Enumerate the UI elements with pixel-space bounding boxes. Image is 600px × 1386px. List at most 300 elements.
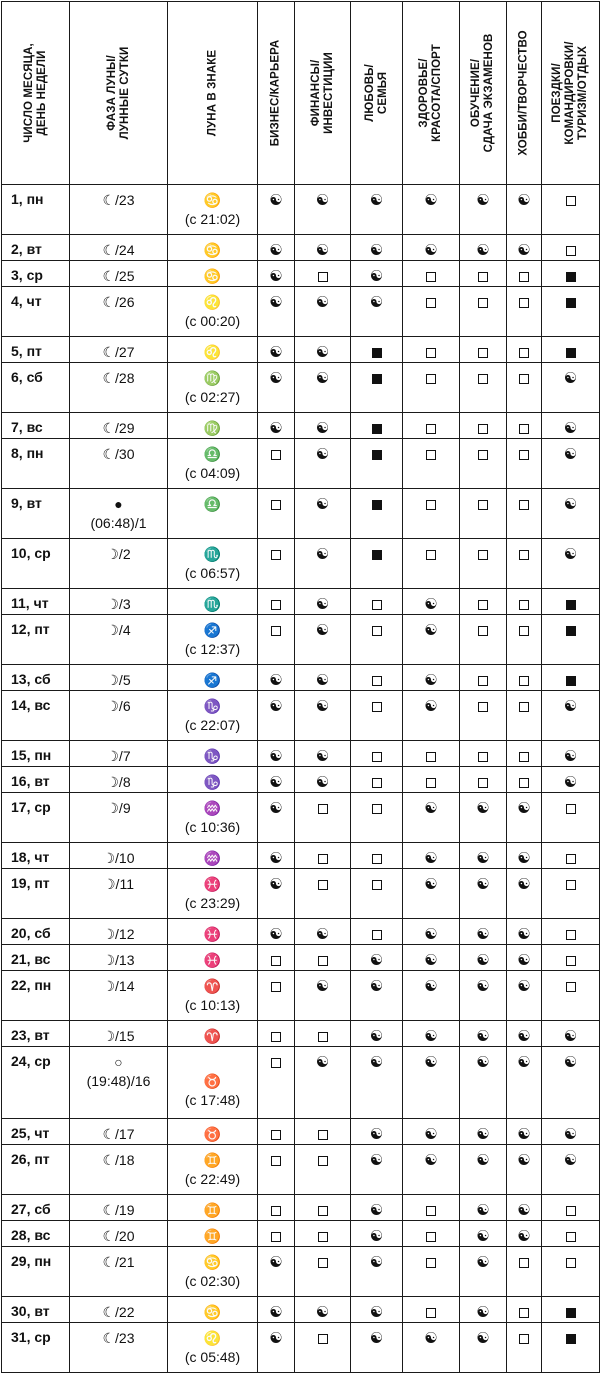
love-rating-cell — [351, 919, 403, 945]
health-rating-cell — [403, 413, 460, 439]
moon-sign-cell: ♉ — [168, 1119, 258, 1145]
empty-square-icon — [519, 500, 529, 510]
empty-square-icon — [566, 246, 576, 256]
empty-square-icon — [478, 424, 488, 434]
table-row — [2, 767, 600, 793]
health-rating-cell — [403, 235, 460, 261]
education-rating-cell — [460, 489, 507, 539]
header-finance — [295, 2, 351, 185]
yin-yang-icon: ☯ — [424, 876, 438, 894]
yin-yang-icon: ☯ — [369, 1152, 384, 1170]
love-rating-cell — [351, 261, 403, 287]
header-row — [2, 2, 600, 185]
empty-square-icon — [426, 1258, 436, 1268]
empty-square-icon — [478, 550, 488, 560]
table-row — [2, 1145, 600, 1195]
yin-yang-icon: ☯ — [369, 1054, 384, 1072]
love-rating-cell — [351, 413, 403, 439]
travel-rating-cell — [542, 1323, 600, 1373]
hobby-rating-cell — [507, 1195, 542, 1221]
day-cell: 14, вс — [2, 691, 70, 741]
yin-yang-icon: ☯ — [476, 1028, 490, 1046]
yin-yang-icon: ☯ — [517, 1126, 531, 1144]
business-rating-cell — [258, 665, 295, 691]
table-row — [2, 869, 600, 919]
hobby-rating-cell — [507, 363, 542, 413]
hobby-rating-cell — [507, 489, 542, 539]
moon-sign-cell: ♋ — [168, 261, 258, 287]
yin-yang-icon: ☯ — [424, 242, 438, 260]
empty-square-icon — [318, 880, 328, 890]
hobby-rating-cell — [507, 767, 542, 793]
business-rating-cell — [258, 869, 295, 919]
moon-sign-cell: ♑ — [168, 767, 258, 793]
education-rating-cell — [460, 1247, 507, 1297]
finance-rating-cell — [295, 439, 351, 489]
yin-yang-icon: ☯ — [563, 1152, 578, 1170]
yin-yang-icon: ☯ — [476, 1304, 490, 1322]
table-row — [2, 793, 600, 843]
travel-rating-cell — [542, 413, 600, 439]
empty-square-icon — [478, 676, 488, 686]
yin-yang-icon: ☯ — [369, 192, 384, 210]
moon-sign-cell: ♐ — [168, 665, 258, 691]
health-rating-cell — [403, 615, 460, 665]
empty-square-icon — [271, 450, 281, 460]
empty-square-icon — [318, 1032, 328, 1042]
finance-rating-cell — [295, 945, 351, 971]
moon-phase-cell: ☾/21 — [70, 1247, 168, 1297]
yin-yang-icon: ☯ — [269, 926, 283, 944]
education-rating-cell — [460, 843, 507, 869]
yin-yang-icon: ☯ — [476, 876, 490, 894]
education-rating-cell — [460, 1021, 507, 1047]
empty-square-icon — [478, 600, 488, 610]
hobby-rating-cell — [507, 235, 542, 261]
hobby-rating-cell — [507, 185, 542, 235]
header-label: ПОЕЗДКИ/ КОМАНДИРОВКИ/ ТУРИЗМ/ОТДЫХ — [550, 41, 590, 145]
empty-square-icon — [519, 348, 529, 358]
yin-yang-icon: ☯ — [517, 1228, 531, 1246]
education-rating-cell — [460, 1145, 507, 1195]
hobby-rating-cell — [507, 1021, 542, 1047]
empty-square-icon — [426, 450, 436, 460]
header-date — [2, 2, 70, 185]
empty-square-icon — [519, 752, 529, 762]
finance-rating-cell — [295, 665, 351, 691]
empty-square-icon — [478, 702, 488, 712]
empty-square-icon — [372, 854, 382, 864]
yin-yang-icon: ☯ — [563, 420, 578, 438]
hobby-rating-cell — [507, 843, 542, 869]
day-cell: 15, пн — [2, 741, 70, 767]
yin-yang-icon: ☯ — [269, 774, 283, 792]
moon-phase-cell: ☽/6 — [70, 691, 168, 741]
love-rating-cell — [351, 767, 403, 793]
day-cell: 11, чт — [2, 589, 70, 615]
moon-sign-cell: ♈ — [168, 1021, 258, 1047]
yin-yang-icon: ☯ — [563, 698, 578, 716]
hobby-rating-cell — [507, 1247, 542, 1297]
travel-rating-cell — [542, 1047, 600, 1119]
empty-square-icon — [271, 626, 281, 636]
empty-square-icon — [318, 272, 328, 282]
yin-yang-icon: ☯ — [476, 850, 490, 868]
header-moon-sign — [168, 2, 258, 185]
filled-square-icon — [566, 626, 576, 636]
yin-yang-icon: ☯ — [269, 242, 283, 260]
header-label: ЧИСЛО МЕСЯЦА, ДЕНЬ НЕДЕЛИ — [22, 43, 48, 143]
hobby-rating-cell — [507, 793, 542, 843]
header-love — [351, 2, 403, 185]
business-rating-cell — [258, 1323, 295, 1373]
love-rating-cell — [351, 235, 403, 261]
education-rating-cell — [460, 261, 507, 287]
education-rating-cell — [460, 1297, 507, 1323]
love-rating-cell — [351, 741, 403, 767]
filled-square-icon — [372, 550, 382, 560]
yin-yang-icon: ☯ — [424, 1152, 438, 1170]
yin-yang-icon: ☯ — [563, 1126, 578, 1144]
moon-sign-cell: ♎ (с 04:09) — [168, 439, 258, 489]
day-cell: 28, вс — [2, 1221, 70, 1247]
yin-yang-icon: ☯ — [269, 370, 283, 388]
yin-yang-icon: ☯ — [476, 1330, 490, 1348]
yin-yang-icon: ☯ — [424, 850, 438, 868]
header-moon-phase — [70, 2, 168, 185]
travel-rating-cell — [542, 489, 600, 539]
filled-square-icon — [566, 676, 576, 686]
yin-yang-icon: ☯ — [369, 1330, 384, 1348]
yin-yang-icon: ☯ — [269, 1304, 283, 1322]
moon-sign-cell: ♏ — [168, 589, 258, 615]
empty-square-icon — [566, 804, 576, 814]
finance-rating-cell — [295, 1195, 351, 1221]
yin-yang-icon: ☯ — [476, 978, 490, 996]
empty-square-icon — [271, 1232, 281, 1242]
yin-yang-icon: ☯ — [315, 622, 330, 640]
empty-square-icon — [519, 702, 529, 712]
empty-square-icon — [271, 600, 281, 610]
table-row — [2, 539, 600, 589]
yin-yang-icon: ☯ — [563, 748, 578, 766]
education-rating-cell — [460, 1221, 507, 1247]
education-rating-cell — [460, 691, 507, 741]
moon-sign-cell: ♑ (с 22:07) — [168, 691, 258, 741]
empty-square-icon — [271, 1156, 281, 1166]
finance-rating-cell — [295, 971, 351, 1021]
love-rating-cell — [351, 439, 403, 489]
table-row — [2, 919, 600, 945]
yin-yang-icon: ☯ — [424, 952, 438, 970]
yin-yang-icon: ☯ — [315, 698, 330, 716]
health-rating-cell — [403, 665, 460, 691]
day-cell: 1, пн — [2, 185, 70, 235]
table-row — [2, 1021, 600, 1047]
yin-yang-icon: ☯ — [476, 926, 490, 944]
filled-square-icon — [566, 272, 576, 282]
day-cell: 9, вт — [2, 489, 70, 539]
health-rating-cell — [403, 919, 460, 945]
yin-yang-icon: ☯ — [563, 446, 578, 464]
header-health — [403, 2, 460, 185]
table-row — [2, 1119, 600, 1145]
education-rating-cell — [460, 1119, 507, 1145]
table-row — [2, 1221, 600, 1247]
empty-square-icon — [426, 272, 436, 282]
travel-rating-cell — [542, 539, 600, 589]
health-rating-cell — [403, 869, 460, 919]
finance-rating-cell — [295, 793, 351, 843]
moon-phase-cell: ☾/29 — [70, 413, 168, 439]
empty-square-icon — [318, 1258, 328, 1268]
empty-square-icon — [372, 626, 382, 636]
business-rating-cell — [258, 539, 295, 589]
yin-yang-icon: ☯ — [424, 192, 438, 210]
empty-square-icon — [519, 298, 529, 308]
yin-yang-icon: ☯ — [315, 192, 330, 210]
education-rating-cell — [460, 919, 507, 945]
yin-yang-icon: ☯ — [563, 1028, 578, 1046]
love-rating-cell — [351, 843, 403, 869]
hobby-rating-cell — [507, 1145, 542, 1195]
empty-square-icon — [318, 1130, 328, 1140]
moon-sign-cell: ♉ (с 17:48) — [168, 1047, 258, 1119]
finance-rating-cell — [295, 615, 351, 665]
empty-square-icon — [426, 1308, 436, 1318]
health-rating-cell — [403, 1119, 460, 1145]
education-rating-cell — [460, 439, 507, 489]
yin-yang-icon: ☯ — [517, 800, 531, 818]
empty-square-icon — [426, 298, 436, 308]
yin-yang-icon: ☯ — [315, 672, 330, 690]
travel-rating-cell — [542, 767, 600, 793]
health-rating-cell — [403, 589, 460, 615]
love-rating-cell — [351, 539, 403, 589]
finance-rating-cell — [295, 843, 351, 869]
finance-rating-cell — [295, 235, 351, 261]
business-rating-cell — [258, 1247, 295, 1297]
business-rating-cell — [258, 337, 295, 363]
table-row — [2, 1047, 600, 1119]
empty-square-icon — [566, 880, 576, 890]
moon-sign-cell: ♒ (с 10:36) — [168, 793, 258, 843]
empty-square-icon — [426, 424, 436, 434]
filled-square-icon — [372, 450, 382, 460]
empty-square-icon — [519, 676, 529, 686]
empty-square-icon — [566, 1232, 576, 1242]
yin-yang-icon: ☯ — [369, 1228, 384, 1246]
travel-rating-cell — [542, 971, 600, 1021]
business-rating-cell — [258, 843, 295, 869]
finance-rating-cell — [295, 869, 351, 919]
yin-yang-icon: ☯ — [315, 1304, 330, 1322]
yin-yang-icon: ☯ — [517, 876, 531, 894]
day-cell: 24, ср — [2, 1047, 70, 1119]
business-rating-cell — [258, 439, 295, 489]
table-row — [2, 287, 600, 337]
yin-yang-icon: ☯ — [424, 1028, 438, 1046]
business-rating-cell — [258, 1195, 295, 1221]
yin-yang-icon: ☯ — [517, 952, 531, 970]
travel-rating-cell — [542, 615, 600, 665]
moon-phase-cell: ☾/22 — [70, 1297, 168, 1323]
empty-square-icon — [426, 1232, 436, 1242]
hobby-rating-cell — [507, 1297, 542, 1323]
health-rating-cell — [403, 363, 460, 413]
yin-yang-icon: ☯ — [269, 748, 283, 766]
moon-sign-cell: ♎ — [168, 489, 258, 539]
yin-yang-icon: ☯ — [269, 268, 283, 286]
moon-phase-cell: ☽/14 — [70, 971, 168, 1021]
yin-yang-icon: ☯ — [269, 876, 283, 894]
header-label: ЛУНА В ЗНАКЕ — [205, 49, 218, 137]
health-rating-cell — [403, 741, 460, 767]
empty-square-icon — [519, 1258, 529, 1268]
hobby-rating-cell — [507, 665, 542, 691]
table-row — [2, 589, 600, 615]
travel-rating-cell — [542, 287, 600, 337]
business-rating-cell — [258, 589, 295, 615]
moon-phase-cell: ○ (19:48)/16 — [70, 1047, 168, 1119]
business-rating-cell — [258, 615, 295, 665]
table-row — [2, 945, 600, 971]
yin-yang-icon: ☯ — [517, 192, 531, 210]
love-rating-cell — [351, 1323, 403, 1373]
education-rating-cell — [460, 363, 507, 413]
yin-yang-icon: ☯ — [369, 1202, 384, 1220]
health-rating-cell — [403, 1195, 460, 1221]
empty-square-icon — [318, 854, 328, 864]
health-rating-cell — [403, 1297, 460, 1323]
love-rating-cell — [351, 589, 403, 615]
header-label: БИЗНЕС/КАРЬЕРА — [269, 39, 282, 147]
business-rating-cell — [258, 363, 295, 413]
hobby-rating-cell — [507, 971, 542, 1021]
health-rating-cell — [403, 945, 460, 971]
health-rating-cell — [403, 1145, 460, 1195]
yin-yang-icon: ☯ — [315, 420, 330, 438]
love-rating-cell — [351, 489, 403, 539]
day-cell: 8, пн — [2, 439, 70, 489]
day-cell: 21, вс — [2, 945, 70, 971]
day-cell: 22, пн — [2, 971, 70, 1021]
love-rating-cell — [351, 665, 403, 691]
yin-yang-icon: ☯ — [563, 546, 578, 564]
day-cell: 5, пт — [2, 337, 70, 363]
table-row — [2, 1195, 600, 1221]
business-rating-cell — [258, 793, 295, 843]
travel-rating-cell — [542, 843, 600, 869]
filled-square-icon — [566, 1334, 576, 1344]
empty-square-icon — [271, 956, 281, 966]
yin-yang-icon: ☯ — [269, 800, 283, 818]
header-business — [258, 2, 295, 185]
moon-sign-cell: ♓ — [168, 945, 258, 971]
yin-yang-icon: ☯ — [476, 1126, 490, 1144]
travel-rating-cell — [542, 945, 600, 971]
table-row — [2, 1247, 600, 1297]
finance-rating-cell — [295, 691, 351, 741]
empty-square-icon — [372, 880, 382, 890]
finance-rating-cell — [295, 741, 351, 767]
yin-yang-icon: ☯ — [424, 1054, 438, 1072]
table-row — [2, 337, 600, 363]
yin-yang-icon: ☯ — [517, 1028, 531, 1046]
finance-rating-cell — [295, 767, 351, 793]
day-cell: 19, пт — [2, 869, 70, 919]
education-rating-cell — [460, 869, 507, 919]
moon-phase-cell: ☽/9 — [70, 793, 168, 843]
empty-square-icon — [271, 550, 281, 560]
table-row — [2, 261, 600, 287]
moon-sign-cell: ♌ — [168, 337, 258, 363]
finance-rating-cell — [295, 185, 351, 235]
empty-square-icon — [478, 500, 488, 510]
finance-rating-cell — [295, 539, 351, 589]
finance-rating-cell — [295, 1323, 351, 1373]
yin-yang-icon: ☯ — [269, 698, 283, 716]
yin-yang-icon: ☯ — [269, 344, 283, 362]
love-rating-cell — [351, 337, 403, 363]
yin-yang-icon: ☯ — [369, 1028, 384, 1046]
moon-phase-cell: ☾/20 — [70, 1221, 168, 1247]
love-rating-cell — [351, 1221, 403, 1247]
empty-square-icon — [478, 626, 488, 636]
filled-square-icon — [566, 298, 576, 308]
travel-rating-cell — [542, 1247, 600, 1297]
header-education — [460, 2, 507, 185]
empty-square-icon — [519, 1334, 529, 1344]
yin-yang-icon: ☯ — [424, 596, 438, 614]
business-rating-cell — [258, 919, 295, 945]
moon-phase-cell: ☽/12 — [70, 919, 168, 945]
love-rating-cell — [351, 1021, 403, 1047]
day-cell: 10, ср — [2, 539, 70, 589]
moon-sign-cell: ♑ — [168, 741, 258, 767]
finance-rating-cell — [295, 1047, 351, 1119]
yin-yang-icon: ☯ — [369, 242, 384, 260]
table-row — [2, 971, 600, 1021]
health-rating-cell — [403, 767, 460, 793]
hobby-rating-cell — [507, 741, 542, 767]
finance-rating-cell — [295, 589, 351, 615]
moon-phase-cell: ☽/2 — [70, 539, 168, 589]
header-label: ЗДОРОВЬЕ/ КРАСОТА/СПОРТ — [417, 44, 443, 142]
empty-square-icon — [519, 600, 529, 610]
empty-square-icon — [519, 374, 529, 384]
health-rating-cell — [403, 539, 460, 589]
business-rating-cell — [258, 185, 295, 235]
moon-phase-cell: ☽/4 — [70, 615, 168, 665]
day-cell: 26, пт — [2, 1145, 70, 1195]
moon-phase-cell: ● (06:48)/1 — [70, 489, 168, 539]
yin-yang-icon: ☯ — [315, 1054, 330, 1072]
love-rating-cell — [351, 691, 403, 741]
yin-yang-icon: ☯ — [369, 978, 384, 996]
finance-rating-cell — [295, 1247, 351, 1297]
empty-square-icon — [271, 982, 281, 992]
yin-yang-icon: ☯ — [517, 242, 531, 260]
hobby-rating-cell — [507, 945, 542, 971]
empty-square-icon — [478, 778, 488, 788]
yin-yang-icon: ☯ — [269, 850, 283, 868]
moon-sign-cell: ♒ — [168, 843, 258, 869]
love-rating-cell — [351, 793, 403, 843]
yin-yang-icon: ☯ — [315, 294, 330, 312]
empty-square-icon — [519, 1308, 529, 1318]
yin-yang-icon: ☯ — [563, 370, 578, 388]
